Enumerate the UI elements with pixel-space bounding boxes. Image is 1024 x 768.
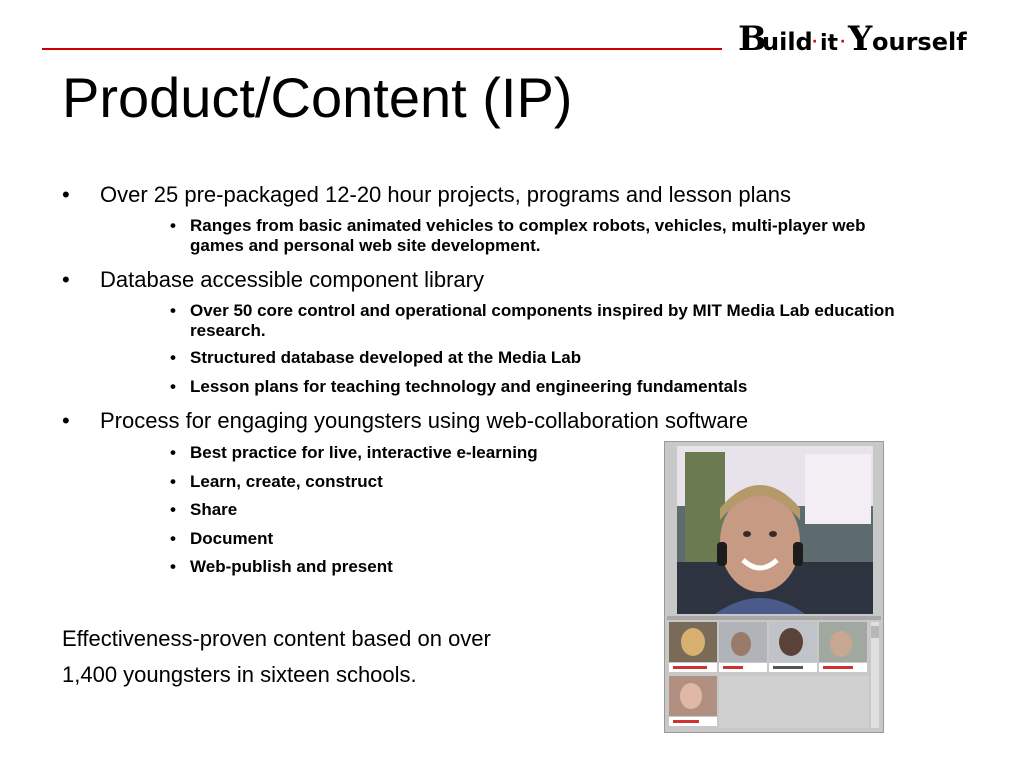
bullet-3-sub-1: • Best practice for live, interactive e-learning bbox=[170, 443, 538, 462]
sub-bullet-glyph: • bbox=[170, 443, 176, 462]
sub-bullet-glyph: • bbox=[170, 216, 176, 235]
bullet-glyph: • bbox=[62, 408, 70, 433]
slide-title: Product/Content (IP) bbox=[62, 66, 573, 129]
bullet-3-sub-2: • Learn, create, construct bbox=[170, 472, 383, 491]
svg-text:ourself: ourself bbox=[872, 28, 967, 56]
sub-bullet-glyph: • bbox=[170, 529, 176, 548]
sub-bullet-glyph: • bbox=[170, 472, 176, 491]
svg-text:Y: Y bbox=[848, 19, 873, 59]
bullet-2-sub-3: • Lesson plans for teaching technology and engineering fundamentals bbox=[170, 377, 748, 396]
footer-line-1: Effectiveness-proven content based on over bbox=[62, 626, 491, 651]
svg-text:it: it bbox=[820, 31, 839, 56]
video-conference-screenshot bbox=[664, 441, 884, 733]
build-it-yourself-logo bbox=[736, 16, 992, 62]
bullet-glyph: • bbox=[62, 267, 70, 292]
sub-bullet-glyph: • bbox=[170, 348, 176, 367]
bullet-glyph: • bbox=[62, 182, 70, 207]
sub-bullet-glyph: • bbox=[170, 377, 176, 396]
sub-bullet-glyph: • bbox=[170, 301, 176, 320]
bullet-1-sub-1: • Ranges from basic animated vehicles to complex robots, vehicles, multi-player web games and personal web site development. bbox=[170, 216, 866, 255]
svg-text:·: · bbox=[812, 34, 818, 50]
bullet-3-sub-4: • Document bbox=[170, 529, 274, 548]
bullet-2-text: Database accessible component library bbox=[100, 267, 484, 292]
bullet-2-sub-1: • Over 50 core control and operational components inspired by MIT Media Lab education research. bbox=[170, 301, 895, 340]
svg-text:uild: uild bbox=[762, 28, 813, 56]
bullet-2-sub-2: • Structured database developed at the Media Lab bbox=[170, 348, 582, 367]
bullet-3-sub-5: • Web-publish and present bbox=[170, 557, 393, 576]
footer-line-2: 1,400 youngsters in sixteen schools. bbox=[62, 662, 417, 687]
bullet-3-text: Process for engaging youngsters using web-collaboration software bbox=[100, 408, 749, 433]
bullet-1-text: Over 25 pre-packaged 12-20 hour projects, programs and lesson plans bbox=[100, 182, 791, 207]
sub-bullet-glyph: • bbox=[170, 557, 176, 576]
svg-text:·: · bbox=[840, 34, 846, 50]
sub-bullet-glyph: • bbox=[170, 500, 176, 519]
bullet-3-sub-3: • Share bbox=[170, 500, 238, 519]
svg-text:B: B bbox=[738, 19, 767, 59]
header-rule bbox=[42, 48, 722, 50]
